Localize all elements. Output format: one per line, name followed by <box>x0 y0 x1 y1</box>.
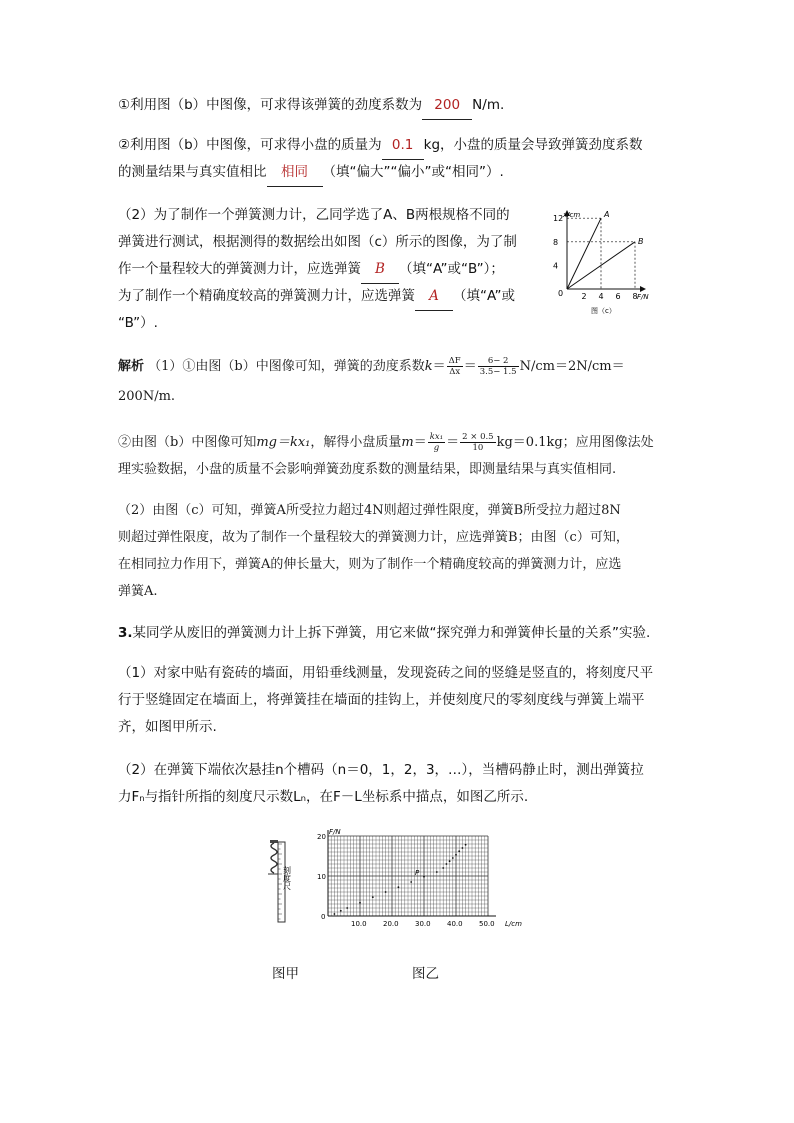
q2-line-2: 弹簧进行测试，根据测得的数据绘出如图（c）所示的图像，为了制 <box>118 234 517 250</box>
answer-blank-mass: 0.1 <box>382 132 424 160</box>
q2-line-4: 为了制作一个精确度较高的弹簧测力计，应选弹簧 A （填“A”或 <box>118 283 548 311</box>
figyi-data-point <box>462 847 464 849</box>
q1-line-b: ②利用图（b）中图像，可求得小盘的质量为 0.1 kg，小盘的质量会导致弹簧劲度系数 <box>118 132 678 160</box>
figyi-ylabel: F/N <box>329 828 341 836</box>
figyi-xtick-10.0: 10.0 <box>351 920 367 928</box>
solution-line-3b: 则超过弹性限度，故为了制作一个量程较大的弹簧测力计，应选弹簧B；由图（c）可知， <box>118 530 629 545</box>
frac-kx-g: $\frac{\text{kx₁}}{g}$ <box>429 432 444 453</box>
q3-p1-l1: （1）对家中贴有瓷砖的墙面，用铅垂线测量，发现瓷砖之间的竖缝是竖直的，将刻度尺平 <box>118 665 654 681</box>
figc-ytick-8: 8 <box>553 237 559 247</box>
answer-blank-stiffness: 200 <box>422 92 472 120</box>
solution-line-1: 解析 （1）①由图（b）中图像可知，弹簧的劲度系数k＝ $\frac{\Delta F}{\Delta x}$ ＝ $\frac{6- 2}{3.5- 1.5}$ N/cm＝2N/cm＝ <box>118 356 625 377</box>
figyi-data-point <box>458 850 460 852</box>
figc-line-B <box>567 242 635 289</box>
ruler-label: 刻度尺 <box>282 866 292 890</box>
q1-line-a: ①利用图（b）中图像，可求得该弹簧的劲度系数为 200 N/m. <box>118 92 678 120</box>
frac-mass-values: $\frac{2 \times 0.5}{10}$ <box>462 432 494 453</box>
figc-xtick-2: 2 <box>581 292 587 301</box>
figyi-ytick-10: 10 <box>317 873 326 881</box>
figc-label-A: A <box>604 210 610 220</box>
q2-line-5: “B”）. <box>118 315 158 331</box>
figc-ytick-12: 12 <box>553 214 564 224</box>
figure-c-chart <box>545 205 665 320</box>
solution-line-3d: 弹簧A. <box>118 584 158 599</box>
solution-line-2: ②由图（b）中图像可知mg＝kx₁，解得小盘质量m＝ $\frac{\text{kx₁}}{g}$ ＝ $\frac{2 \times 0.5}{10}$ kg＝0.1kg；应用图像法处 <box>118 432 654 453</box>
figyi-data-point <box>449 860 451 862</box>
figyi-data-point <box>334 913 336 915</box>
figyi-data-point <box>385 891 387 893</box>
solution-line-2b: 理实验数据，小盘的质量不会影响弹簧劲度系数的测量结果，即测量结果与真实值相同. <box>118 462 617 477</box>
frac-values: $\frac{6- 2}{3.5- 1.5}$ <box>479 356 517 377</box>
q3-p2-l1: （2）在弹簧下端依次悬挂n个槽码（n＝0，1，2，3，…），当槽码静止时，测出弹簧拉 <box>118 762 644 778</box>
figure-yi-chart <box>308 826 530 934</box>
figc-label-B: B <box>638 236 644 246</box>
q3-title: 3.某同学从废旧的弹簧测力计上拆下弹簧，用它来做“探究弹力和弹簧伸长量的关系”实验. <box>118 625 651 641</box>
frac-df-dx: $\frac{\Delta F}{\Delta x}$ <box>448 356 461 377</box>
answer-blank-compare: 相同 <box>267 159 323 187</box>
q3-p1-l3: 齐，如图甲所示. <box>118 719 217 735</box>
figyi-xtick-50.0: 50.0 <box>479 920 495 928</box>
solution-line-3c: 在相同拉力作用下，弹簧A的伸长量大，则为了制作一个精确度较高的弹簧测力计，应选 <box>118 557 622 572</box>
figc-ytick-4: 4 <box>553 261 559 271</box>
solution-line-3a: （2）由图（c）可知，弹簧A所受拉力超过4N则超过弹性限度，弹簧B所受拉力超过8N <box>118 503 621 518</box>
figyi-data-point <box>340 910 342 912</box>
figyi-data-point <box>442 867 444 869</box>
figc-line-A <box>567 218 601 289</box>
figyi-data-point <box>372 896 374 898</box>
solution-line-1b: 200N/m. <box>118 389 176 404</box>
figyi-ytick-20: 20 <box>317 833 326 841</box>
figyi-data-point <box>398 886 400 888</box>
q2-line-1: （2）为了制作一个弹簧测力计，乙同学选了A、B两根规格不同的 <box>118 207 510 223</box>
figc-xlabel: F/N <box>637 293 649 301</box>
figyi-data-point <box>359 902 361 904</box>
figure-jia-caption: 图甲 <box>272 966 299 982</box>
figyi-point-label: P <box>415 869 420 877</box>
q2-line-3: 作一个量程较大的弹簧测力计，应选弹簧 B （填“A”或“B”）； <box>118 256 548 284</box>
q3-p2-l2: 力Fₙ与指针所指的刻度尺示数Lₙ，在F－L坐标系中描点，如图乙所示. <box>118 789 529 805</box>
solution-heading: 解析 <box>118 359 145 374</box>
figyi-data-point <box>346 907 348 909</box>
figc-xtick-4: 4 <box>598 292 604 301</box>
spring-icon <box>271 843 277 873</box>
q3-p1-l2: 行于竖缝固定在墙面上，将弹簧挂在墙面的挂钩上，并使刻度尺的零刻度线与弹簧上端平 <box>118 692 645 708</box>
answer-blank-range: B <box>361 256 399 284</box>
figyi-xtick-20.0: 20.0 <box>383 920 399 928</box>
figyi-data-point <box>465 844 467 846</box>
figyi-xtick-40.0: 40.0 <box>447 920 463 928</box>
figyi-data-point <box>436 871 438 873</box>
figyi-data-point <box>446 863 448 865</box>
q1-line-b2: 的测量结果与真实值相比 相同 （填“偏大”“偏小”或“相同”）. <box>118 159 678 187</box>
figyi-data-point <box>455 854 457 856</box>
figure-yi-caption: 图乙 <box>412 966 439 982</box>
figc-caption: 图（c） <box>591 307 616 315</box>
figure-jia-apparatus <box>258 838 298 928</box>
answer-blank-precision: A <box>415 283 453 311</box>
figyi-xtick-30.0: 30.0 <box>415 920 431 928</box>
figyi-data-point <box>452 857 454 859</box>
figyi-origin: 0 <box>321 913 326 921</box>
figc-origin: 0 <box>558 289 564 298</box>
wall-mount <box>270 840 278 843</box>
figc-ylabel: x/cm <box>563 211 581 219</box>
figyi-data-point <box>410 881 412 883</box>
figyi-xlabel: L/cm <box>505 920 522 928</box>
figyi-data-point <box>423 876 425 878</box>
figc-xtick-8: 8 <box>632 292 638 301</box>
figc-xtick-6: 6 <box>615 292 621 301</box>
